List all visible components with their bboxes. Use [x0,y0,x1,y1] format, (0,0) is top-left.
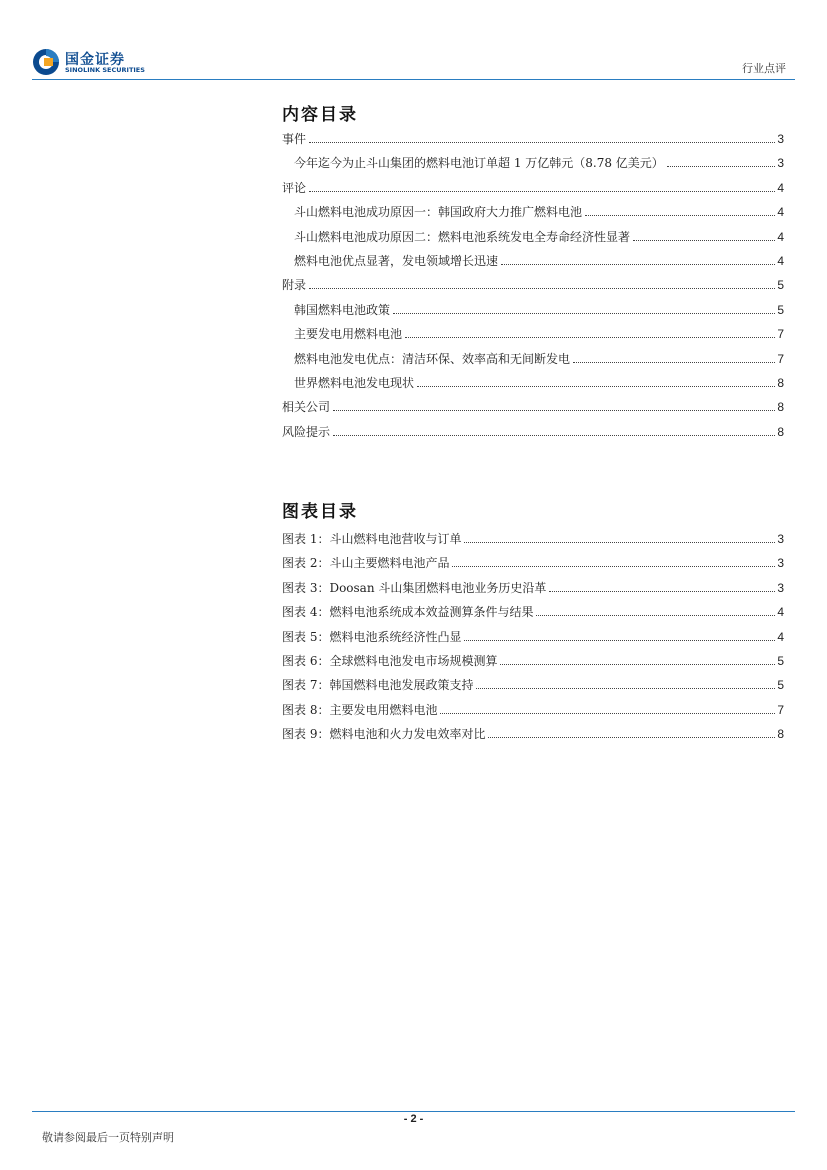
figures-list [282,530,784,750]
toc-entry[interactable] [282,530,784,554]
footer-divider [32,1111,795,1112]
logo-chinese-name: 国金证券 [65,52,125,68]
toc-dot-leader [501,264,775,265]
toc-entry-title: 斗山燃料电池成功原因二：燃料电池系统发电全寿命经济性显著 [294,229,631,244]
figures-section [282,497,784,750]
logo-english-name: SINOLINK SECURITIES [65,66,145,74]
toc-entry[interactable] [282,301,784,325]
toc-page-number: 5 [777,653,784,668]
toc-entry-title: 斗山燃料电池成功原因一：韩国政府大力推广燃料电池 [294,205,583,220]
toc-dot-leader [633,240,775,241]
toc-page-number: 5 [777,302,784,317]
toc-dot-leader [393,313,775,314]
toc-entry-title: 燃料电池优点显著，发电领域增长迅速 [294,253,499,268]
toc-entry-title: 事件 [282,132,307,146]
toc-dot-leader [549,591,775,592]
toc-dot-leader [405,337,775,338]
toc-page-number: 3 [777,532,784,546]
toc-dot-leader [667,166,776,167]
toc-dot-leader [573,362,775,363]
toc-entry[interactable] [282,179,784,203]
toc-entry[interactable] [282,325,784,349]
toc-entry-title: 世界燃料电池发电现状 [294,375,415,390]
toc-entry[interactable] [282,398,784,422]
toc-entry[interactable] [282,652,784,676]
toc-dot-leader [585,215,775,216]
toc-dot-leader [488,737,775,738]
toc-dot-leader [536,615,775,616]
toc-page-number: 3 [777,580,784,595]
toc-dot-leader [476,688,775,689]
company-logo [32,48,152,78]
toc-page-number: 4 [777,180,784,195]
toc-entry-title: 附录 [282,278,307,293]
toc-page-number: 5 [777,678,784,693]
toc-page-number: 3 [777,556,784,571]
toc-entry[interactable] [282,154,784,178]
toc-entry[interactable] [282,374,784,398]
toc-dot-leader [500,664,775,665]
toc-page-number: 4 [777,605,784,620]
toc-page-number: 8 [777,727,784,742]
contents-list [282,130,784,447]
toc-page-number: 7 [777,327,784,342]
toc-dot-leader [464,542,775,543]
toc-entry-title: 图表 2：斗山主要燃料电池产品 [282,556,450,571]
toc-page-number: 4 [777,205,784,220]
toc-entry[interactable] [282,628,784,652]
toc-dot-leader [309,191,775,192]
toc-page-number: 8 [777,400,784,415]
toc-entry-title: 韩国燃料电池政策 [294,302,391,317]
toc-dot-leader [333,410,775,411]
toc-dot-leader [452,566,775,567]
toc-page-number: 5 [777,278,784,293]
toc-dot-leader [464,640,775,641]
toc-page-number: 4 [777,253,784,268]
toc-page-number: 3 [777,156,784,171]
toc-page-number: 8 [777,424,784,439]
toc-entry-title: 燃料电池发电优点：清洁环保、效率高和无间断发电 [294,351,571,366]
toc-entry-title: 相关公司 [282,400,331,415]
toc-page-number: 4 [777,229,784,244]
toc-entry[interactable] [282,603,784,627]
toc-entry-title: 图表 9：燃料电池和火力发电效率对比 [282,727,486,742]
toc-entry[interactable] [282,228,784,252]
toc-entry-title: 图表 5：燃料电池系统经济性凸显 [282,629,462,644]
toc-entry-title: 风险提示 [282,424,331,439]
toc-entry-title: 评论 [282,180,307,195]
toc-entry-title: 图表 8：主要发电用燃料电池 [282,702,438,717]
toc-dot-leader [309,288,775,289]
report-category: 行业点评 [742,62,786,75]
toc-entry-title: 今年迄今为止斗山集团的燃料电池订单超 1 万亿韩元（8.78 亿美元） [294,156,664,171]
toc-entry[interactable] [282,701,784,725]
toc-entry-title: 图表 3：Doosan 斗山集团燃料电池业务历史沿革 [282,580,547,595]
toc-entry[interactable] [282,276,784,300]
page-number: - 2 - [403,1113,424,1125]
toc-entry[interactable] [282,130,784,154]
toc-entry[interactable] [282,676,784,700]
toc-entry-title: 图表 1：斗山燃料电池营收与订单 [282,532,462,546]
toc-entry-title: 主要发电用燃料电池 [294,327,403,342]
toc-entry-title: 图表 6：全球燃料电池发电市场规模测算 [282,653,498,668]
toc-dot-leader [333,435,775,436]
toc-entry-title: 图表 4：燃料电池系统成本效益测算条件与结果 [282,605,534,620]
toc-dot-leader [309,142,775,143]
header-divider [32,79,795,80]
contents-title: 内容目录 [282,105,358,125]
figures-title: 图表目录 [282,502,358,522]
toc-page-number: 7 [777,351,784,366]
toc-entry[interactable] [282,350,784,374]
toc-page-number: 3 [777,132,784,146]
toc-entry[interactable] [282,554,784,578]
contents-section [282,100,784,447]
toc-page-number: 7 [777,702,784,717]
toc-entry[interactable] [282,252,784,276]
toc-entry[interactable] [282,423,784,447]
sinolink-logo-icon [32,48,60,76]
toc-dot-leader [417,386,775,387]
toc-entry[interactable] [282,579,784,603]
toc-page-number: 4 [777,629,784,644]
toc-entry[interactable] [282,725,784,749]
disclaimer-note: 敬请参阅最后一页特别声明 [42,1131,174,1144]
toc-entry[interactable] [282,203,784,227]
toc-dot-leader [440,713,775,714]
toc-page-number: 8 [777,375,784,390]
toc-entry-title: 图表 7：韩国燃料电池发展政策支持 [282,678,474,693]
